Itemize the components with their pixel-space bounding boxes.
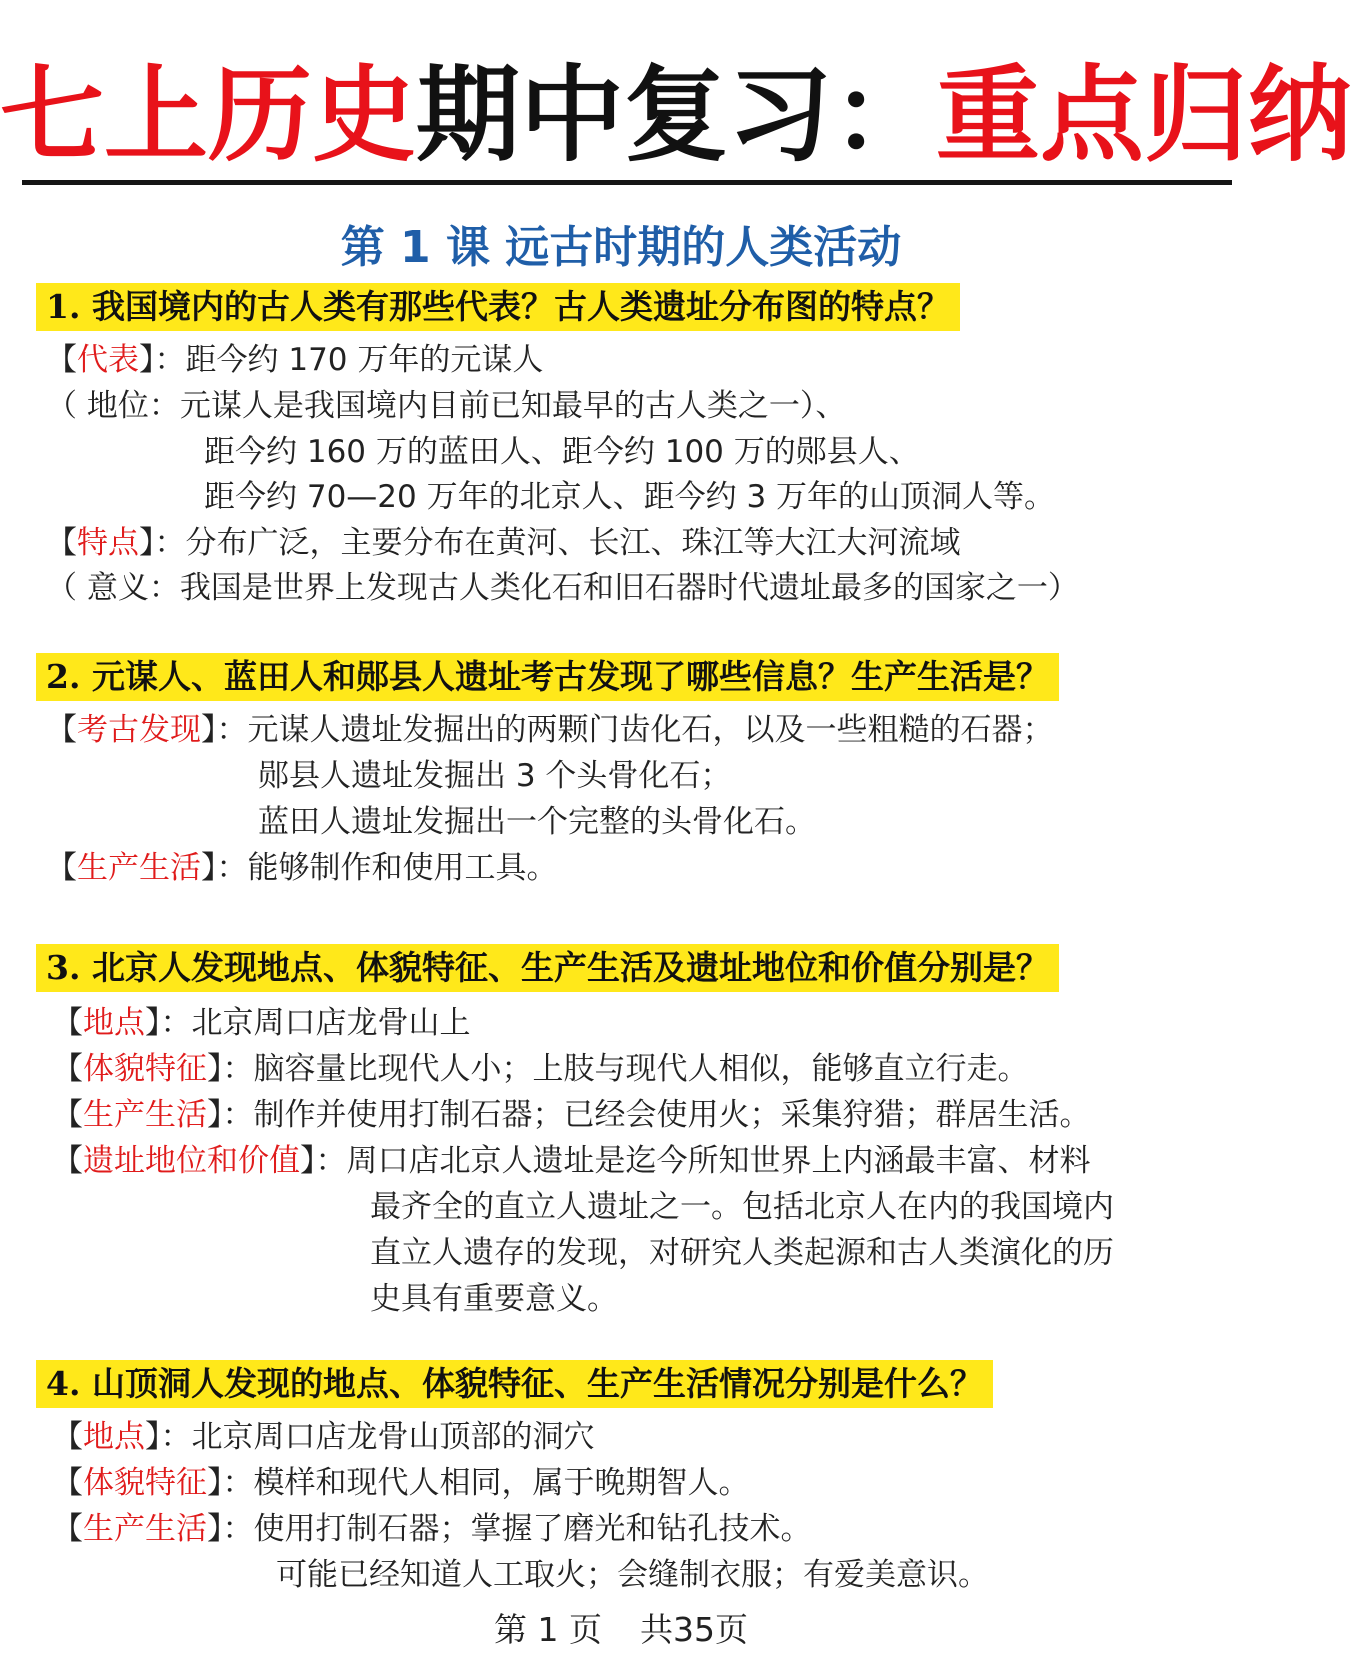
question-3: 3. 北京人发现地点、体貌特征、生产生活及遗址地位和价值分别是？ [36,944,1059,992]
s1-row-3: 距今约 160 万的蓝田人、距今约 100 万的郧县人、 [204,434,920,470]
lesson-title: 第 1 课 远古时期的人类活动 [340,222,902,273]
s3-row-2: 【体貌特征】：脑容量比现代人小；上肢与现代人相似，能够直立行走。 [52,1051,1029,1087]
s4-row-2: 【体貌特征】：模样和现代人相同，属于晚期智人。 [52,1465,750,1501]
s1-row-1: 【代表】：距今约 170 万年的元谋人 [46,342,544,378]
s3-row-1: 【地点】：北京周口店龙骨山上 [52,1005,471,1041]
s2-row-2: 郧县人遗址发掘出 3 个头骨化石； [258,758,732,794]
title-divider [22,180,1232,185]
page-total: 共35页 [639,1610,748,1649]
s2-row-3: 蓝田人遗址发掘出一个完整的头骨化石。 [258,804,816,840]
main-title-part-3: 重点归纳 [936,53,1352,176]
question-4: 4. 山顶洞人发现的地点、体貌特征、生产生活情况分别是什么？ [36,1360,993,1408]
s1-row-6: （ 意义：我国是世界上发现古人类化石和旧石器时代遗址最多的国家之一） [46,570,1079,606]
main-title-part-2: 期中复习： [416,53,937,176]
s2-row-1: 【考古发现】：元谋人遗址发掘出的两颗门齿化石，以及一些粗糙的石器； [46,712,1054,748]
s1-row-2: （ 地位：元谋人是我国境内目前已知最早的古人类之一）、 [46,388,847,424]
s3-row-7: 史具有重要意义。 [370,1281,618,1317]
s3-row-5: 最齐全的直立人遗址之一。包括北京人在内的我国境内 [370,1189,1114,1225]
page-number: 第 1 页 [494,1610,602,1649]
question-2: 2. 元谋人、蓝田人和郧县人遗址考古发现了哪些信息？生产生活是？ [36,653,1059,701]
s2-row-4: 【生产生活】：能够制作和使用工具。 [46,850,558,886]
page-footer [0,1606,1242,1654]
s4-row-4: 可能已经知道人工取火；会缝制衣服；有爱美意识。 [276,1557,989,1593]
s3-row-4: 【遗址地位和价值】：周口店北京人遗址是迄今所知世界上内涵最丰富、材料 [52,1143,1091,1179]
main-title-part-1: 七上历史 [0,53,417,176]
s3-row-3: 【生产生活】：制作并使用打制石器；已经会使用火；采集狩猎；群居生活。 [52,1097,1091,1133]
s4-row-3: 【生产生活】：使用打制石器；掌握了磨光和钻孔技术。 [52,1511,812,1547]
main-title [0,40,1352,190]
s3-row-6: 直立人遗存的发现，对研究人类起源和古人类演化的历 [370,1235,1114,1271]
s1-row-5: 【特点】：分布广泛，主要分布在黄河、长江、珠江等大江大河流域 [46,525,961,561]
s1-row-4: 距今约 70—20 万年的北京人、距今约 3 万年的山顶洞人等。 [204,479,1056,515]
question-1: 1. 我国境内的古人类有那些代表？古人类遗址分布图的特点？ [36,283,960,331]
s4-row-1: 【地点】：北京周口店龙骨山顶部的洞穴 [52,1419,595,1455]
